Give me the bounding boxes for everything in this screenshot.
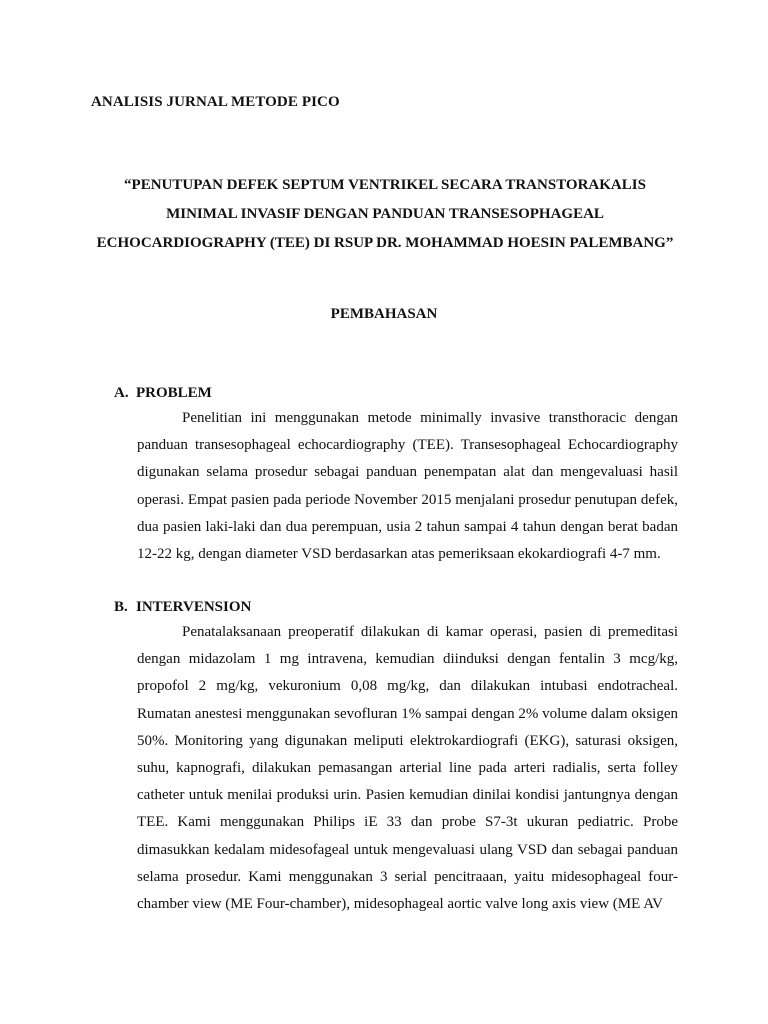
section-a-paragraph: Penelitian ini menggunakan metode minimally invasive transthoracic dengan panduan transesophageal echocardiography (TEE). Transesophageal Echocardiography digunakan selama prosedur sebagai panduan penempatan alat dan mengevaluasi hasil operasi. Empat pasien pada periode November 2015 menjalani prosedur penutupan defek, dua pasien laki-laki dan dua perempuan, usia 2 tahun sampai 4 tahun dengan berat badan 12-22 kg, dengan diameter VSD berdasarkan atas pemeriksaan ekokardiografi 4-7 mm. <box>137 410 678 563</box>
article-title <box>80 171 690 258</box>
section-b-heading <box>114 599 251 616</box>
section-heading: PEMBAHASAN <box>330 306 438 322</box>
section-b-paragraph: Penatalaksanaan preoperatif dilakukan di kamar operasi, pasien di premeditasi dengan midazolam 1 mg intravena, kemudian diinduksi dengan fentalin 3 mcg/kg, propofol 2 mg/kg, vekuronium 0,08 mg/kg, dan dilakukan intubasi endotracheal. Rumatan anestesi menggunakan sevofluran 1% sampai dengan 2% volume dalam oksigen 50%. Monitoring yang digunakan meliputi elektrokardiografi (EKG), saturasi oksigen, suhu, kapnografi, dilakukan pemasangan arterial line pada arteri radialis, serta folley catheter untuk menilai produksi urin. Pasien kemudian dinilai kondisi jantungnya dengan TEE. Kami menggunakan Philips iE 33 dan probe S7-3t ukuran pediatric. Probe dimasukkan kedalam midesofageal untuk mengevaluasi ulang VSD dan sebagai panduan selama prosedur. Kami menggunakan 3 serial pencitraaan, yaitu midesophageal four-chamber view (ME Four-chamber), midesophageal aortic valve long axis view (ME AV <box>137 624 678 913</box>
article-title-line-2: MINIMAL INVASIF DENGAN PANDUAN TRANSESOPHAGEAL <box>166 206 604 222</box>
section-b-title: INTERVENSION <box>136 599 252 615</box>
section-b-letter: B. <box>114 599 128 615</box>
document-title: ANALISIS JURNAL METODE PICO <box>91 94 340 110</box>
section-a-heading <box>114 385 212 402</box>
section-a-letter: A. <box>114 385 129 401</box>
article-title-line-3: ECHOCARDIOGRAPHY (TEE) DI RSUP DR. MOHAMMAD HOESIN PALEMBANG” <box>96 235 674 251</box>
section-a-title: PROBLEM <box>136 385 212 401</box>
article-title-line-1: “PENUTUPAN DEFEK SEPTUM VENTRIKEL SECARA TRANSTORAKALIS <box>124 177 646 193</box>
